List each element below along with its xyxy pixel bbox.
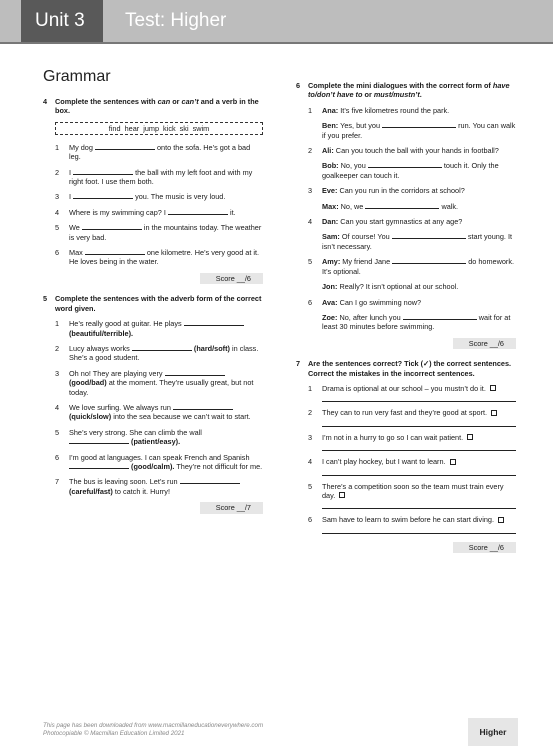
- q4-item: 1 My dog onto the sofa. He’s got a bad leg.: [55, 142, 251, 162]
- answer-blank[interactable]: [165, 375, 225, 376]
- answer-blank[interactable]: [95, 149, 155, 150]
- q7-instruction: 7 Are the sentences correct? Tick (✓) the correct sentences. Correct the mistakes in the incorrect sentences.: [296, 359, 512, 378]
- answer-line[interactable]: [322, 533, 516, 534]
- answer-blank[interactable]: [69, 443, 129, 444]
- q4-item: 4 Where is my swimming cap? I it.: [55, 207, 236, 217]
- q6-score: Score __/6: [296, 338, 516, 349]
- left-column: [43, 97, 263, 524]
- answer-line[interactable]: [322, 426, 516, 427]
- q5-item: 2 Lucy always works (hard/soft) in class. She’s a good student.: [55, 343, 259, 363]
- q5-score: Score __/7: [43, 502, 263, 513]
- word-box: find hear jump kick ski swim: [55, 122, 263, 135]
- answer-blank[interactable]: [168, 214, 228, 215]
- answer-blank[interactable]: [82, 229, 142, 230]
- answer-blank[interactable]: [173, 409, 233, 410]
- q5-item: 5 She’s very strong. She can climb the wall (patient/easy).: [55, 427, 202, 447]
- q6-instruction: 6 Complete the mini dialogues with the correct form of have to/don’t have to or must/mustn’t.: [296, 81, 510, 100]
- q6-dialogue: 3 Eve: Can you run in the corridors at school? Max: No, we walk.: [308, 186, 465, 211]
- tick-checkbox[interactable]: [339, 492, 345, 498]
- q5-item: 1 He’s really good at guitar. He plays (beautiful/terrible).: [43, 319, 263, 338]
- q6-dialogue: 5 Amy: My friend Jane do homework. It’s optional. Jon: Really? It isn’t optional at our school.: [308, 257, 515, 292]
- answer-blank[interactable]: [180, 483, 240, 484]
- q4-item: 6 Max one kilometre. He’s very good at it. He loves being in the water.: [55, 248, 260, 267]
- answer-blank[interactable]: [382, 127, 456, 128]
- q5-instruction: 5 Complete the sentences with the adverb form of the correct word given.: [43, 294, 262, 313]
- q7-item: 4 I can’t play hockey, but I want to learn.: [296, 457, 516, 466]
- q5-item: 4 We love surfing. We always run (quick/slow) into the sea because we can’t wait to start.: [55, 402, 251, 422]
- tick-checkbox[interactable]: [498, 517, 504, 523]
- q5-item: 3 Oh no! They are playing very (good/bad) at the moment. They’re usually great, but not today.: [55, 368, 254, 397]
- test-title: Test: Higher: [125, 10, 227, 31]
- level-badge: Higher: [468, 718, 518, 746]
- q4-instruction: 4 Complete the sentences with can or can’t and a verb in the box.: [43, 97, 259, 116]
- q7-item: 5 There’s a competition soon so the team must train every day.: [308, 481, 504, 500]
- answer-line[interactable]: [322, 450, 516, 451]
- answer-line[interactable]: [322, 401, 516, 402]
- header-divider: [0, 42, 553, 44]
- q4-item: 3 I you. The music is very loud.: [55, 192, 226, 202]
- q4-item: 2 I the ball with my left foot and with my right foot. I use them both.: [55, 167, 253, 187]
- q6-dialogue: 4 Dan: Can you start gymnastics at any age? Sam: Of course! You start young. It isn’t necessary.: [308, 217, 513, 251]
- q6-dialogue: 6 Ava: Can I go swimming now? Zoe: No, after lunch you wait for at least 30 minutes before swimming.: [308, 297, 511, 332]
- tick-checkbox[interactable]: [490, 385, 496, 391]
- answer-blank[interactable]: [392, 238, 466, 239]
- answer-blank[interactable]: [184, 325, 244, 326]
- q7-item: 6 Sam have to learn to swim before he can start diving.: [296, 515, 516, 524]
- answer-blank[interactable]: [132, 350, 192, 351]
- answer-line[interactable]: [322, 475, 516, 476]
- answer-blank[interactable]: [403, 319, 477, 320]
- footer-notice: This page has been downloaded from www.macmillaneducationeverywhere.com Photocopiable © Macmillan Education Limited 2021: [43, 722, 264, 737]
- q5-item: 7 The bus is leaving soon. Let’s run (careful/fast) to catch it. Hurry!: [43, 477, 263, 496]
- answer-blank[interactable]: [73, 198, 133, 199]
- answer-blank[interactable]: [73, 174, 133, 175]
- q6-dialogue: 2 Ali: Can you touch the ball with your hands in football? Bob: No, you touch it. Only the goalkeeper can touch it.: [308, 146, 499, 180]
- q7-item: 3 I’m not in a hurry to go so I can wait patient.: [296, 433, 516, 442]
- answer-blank[interactable]: [365, 208, 439, 209]
- right-column: [296, 81, 516, 563]
- q7-score: Score __/6: [296, 542, 516, 553]
- tick-checkbox[interactable]: [491, 410, 497, 416]
- q4-item: 5 We in the mountains today. The weather is very bad.: [55, 223, 262, 242]
- answer-blank[interactable]: [368, 167, 442, 168]
- answer-blank[interactable]: [85, 254, 145, 255]
- q5-item: 6 I’m good at languages. I can speak French and Spanish (good/calm). They’re not difficult for me.: [55, 452, 263, 471]
- tick-checkbox[interactable]: [467, 434, 473, 440]
- page-header: [0, 0, 553, 42]
- q7-item: 1 Drama is optional at our school – you mustn’t do it.: [296, 384, 516, 393]
- answer-blank[interactable]: [392, 263, 466, 264]
- q6-dialogue: 1 Ana: It’s five kilometres round the park. Ben: Yes, but you run. You can walk if you prefer.: [308, 105, 516, 140]
- tick-checkbox[interactable]: [450, 459, 456, 465]
- q4-score: Score __/6: [43, 273, 263, 284]
- answer-line[interactable]: [322, 508, 516, 509]
- unit-label: Unit 3: [21, 0, 103, 42]
- q7-item: 2 They can to run very fast and they’re good at sport.: [296, 408, 516, 417]
- answer-blank[interactable]: [69, 468, 129, 469]
- section-title: Grammar: [43, 68, 111, 85]
